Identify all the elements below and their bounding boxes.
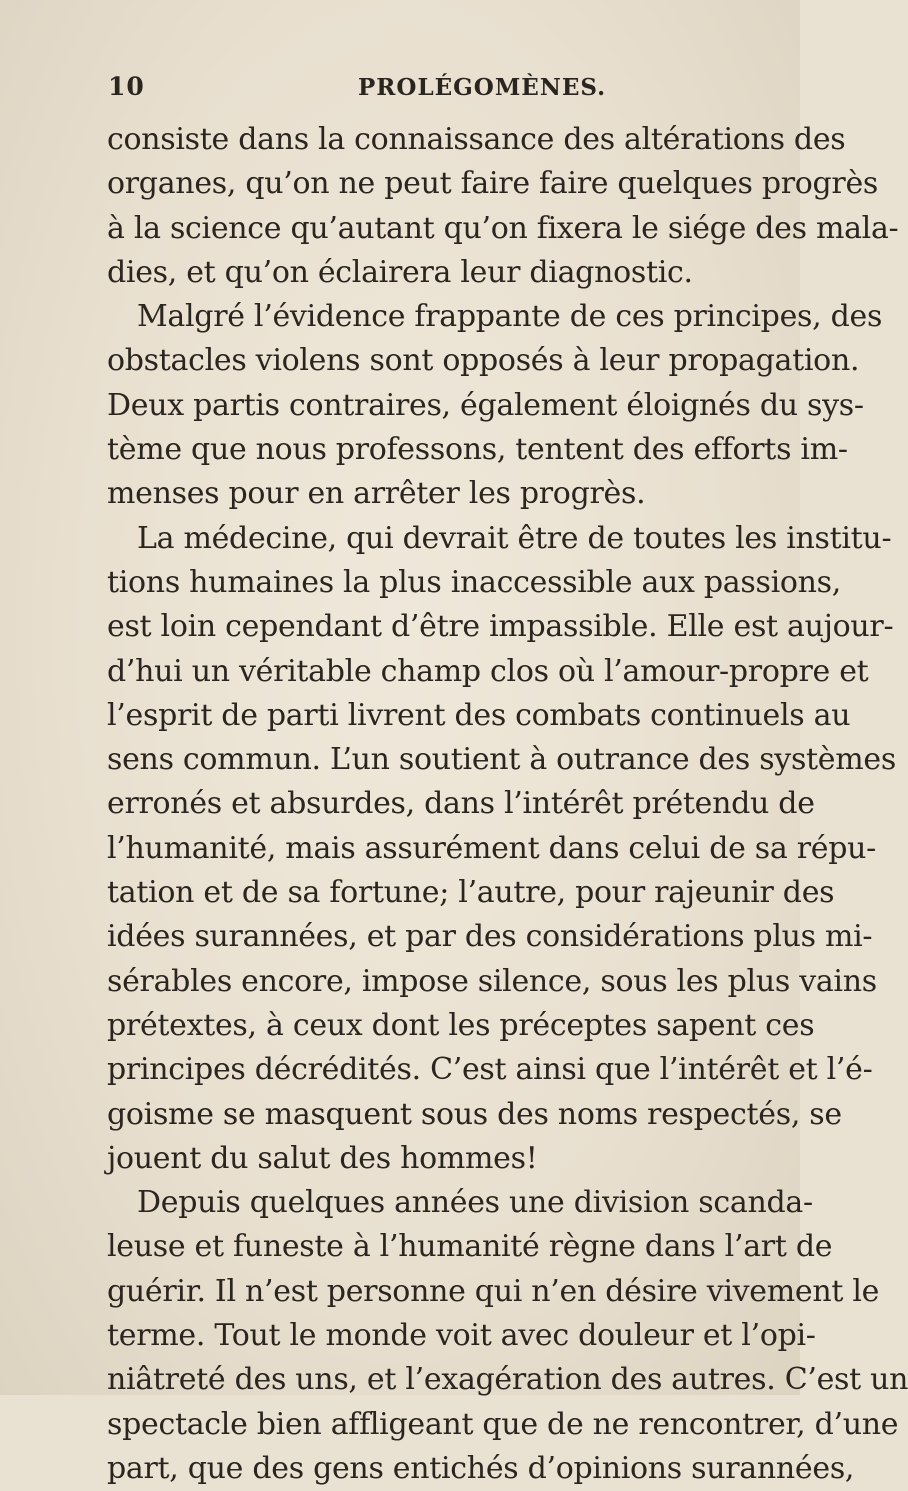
page-header <box>108 72 748 108</box>
text-line: obstacles violens sont opposés à leur propagation. <box>107 343 860 379</box>
text-line: menses pour en arrêter les progrès. <box>107 476 646 512</box>
text-line: Deux partis contraires, également éloignés du sys- <box>107 387 864 423</box>
text-line: jouent du salut des hommes! <box>107 1140 538 1176</box>
text-line: organes, qu’on ne peut faire faire quelques progrès <box>107 166 879 202</box>
text-line: niâtreté des uns, et l’exagération des autres. C’est un <box>107 1362 908 1398</box>
body-text <box>107 118 908 1491</box>
text-line: Depuis quelques années une division scanda- <box>137 1185 813 1221</box>
text-line: leuse et funeste à l’humanité règne dans l’art de <box>107 1229 833 1265</box>
text-line: prétextes, à ceux dont les préceptes sapent ces <box>107 1007 815 1043</box>
text-line: Malgré l’évidence frappante de ces principes, des <box>137 299 883 335</box>
text-line: goisme se masquent sous des noms respectés, se <box>107 1096 842 1132</box>
text-line: est loin cependant d’être impassible. Elle est aujour- <box>107 609 894 645</box>
text-line: consiste dans la connaissance des altérations des <box>107 122 846 157</box>
text-line: guérir. Il n’est personne qui n’en désire vivement le <box>107 1273 880 1309</box>
text-line: d’hui un véritable champ clos où l’amour-propre et <box>107 653 869 689</box>
text-line: l’esprit de parti livrent des combats continuels au <box>107 697 851 733</box>
text-line: tème que nous professons, tentent des efforts im- <box>107 432 848 468</box>
text-line: La médecine, qui devrait être de toutes les institu- <box>137 520 892 556</box>
text-line: sens commun. L’un soutient à outrance des systèmes <box>107 742 896 778</box>
text-line: à la science qu’autant qu’on fixera le siége des mala- <box>107 210 899 246</box>
text-line: dies, et qu’on éclairera leur diagnostic. <box>107 254 693 290</box>
text-line: erronés et absurdes, dans l’intérêt prétendu de <box>107 786 815 822</box>
text-line: l’humanité, mais assurément dans celui de sa répu- <box>107 830 876 866</box>
page-number: 10 <box>108 72 145 101</box>
text-line: terme. Tout le monde voit avec douleur et l’opi- <box>107 1318 816 1354</box>
text-line: principes décrédités. C’est ainsi que l’intérêt et l’é- <box>107 1052 873 1088</box>
running-title: PROLÉGOMÈNES. <box>358 74 607 101</box>
text-line: idées surannées, et par des considérations plus mi- <box>107 919 873 955</box>
text-line: tions humaines la plus inaccessible aux passions, <box>107 564 841 600</box>
text-line: tation et de sa fortune; l’autre, pour rajeunir des <box>107 875 835 911</box>
text-line: sérables encore, impose silence, sous les plus vains <box>107 963 877 999</box>
text-line: part, que des gens entichés d’opinions surannées, <box>107 1450 855 1486</box>
text-line: spectacle bien affligeant que de ne rencontrer, d’une <box>107 1406 899 1442</box>
